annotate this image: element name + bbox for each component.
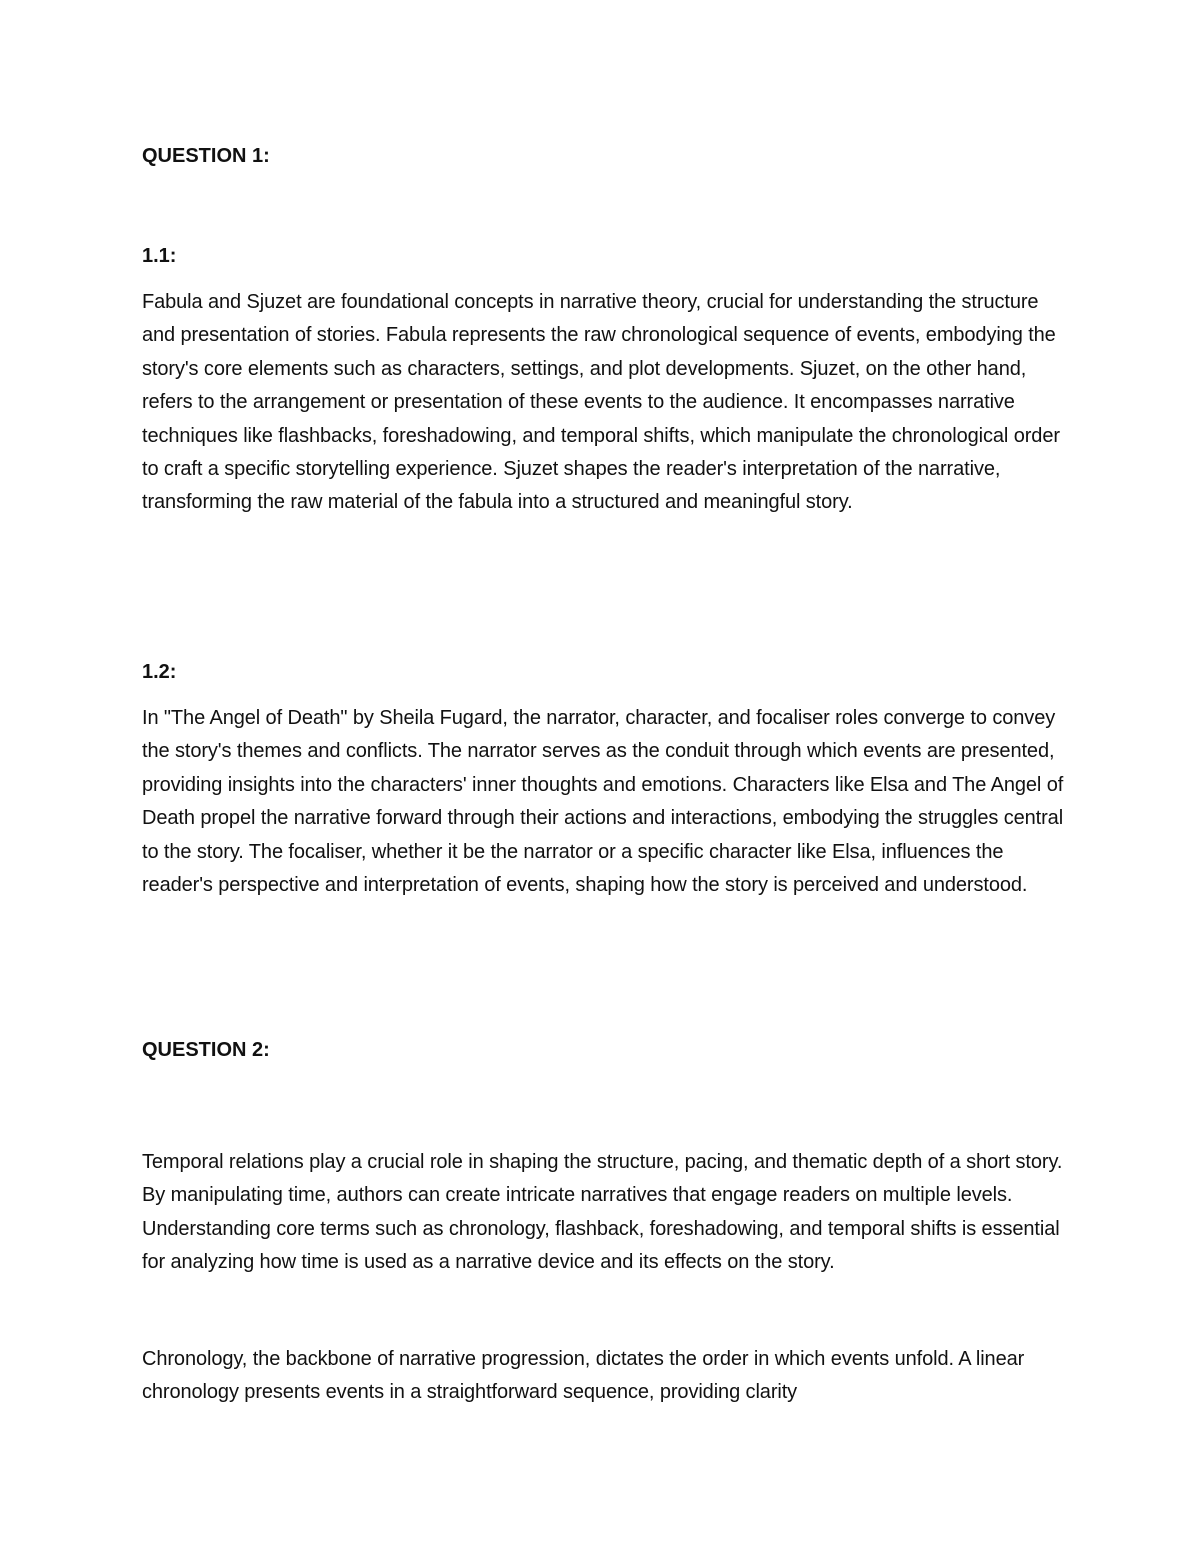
question-1-heading: QUESTION 1: bbox=[142, 145, 270, 167]
section-1-2-heading: 1.2: bbox=[142, 661, 177, 683]
section-1-1-paragraph: Fabula and Sjuzet are foundational concepts in narrative theory, crucial for understanding the structure and presentation of stories. Fabula represents the raw chronological sequence of events, embodying the story's core elements such as characters, settings, and plot developments. Sjuzet, on the other hand, refers to the arrangement or presentation of these events to the audience. It encompasses narrative techniques like flashbacks, foreshadowing, and temporal shifts, which manipulate the chronological order to craft a specific storytelling experience. Sjuzet shapes the reader's interpretation of the narrative, transforming the raw material of the fabula into a structured and meaningful story. bbox=[142, 291, 1060, 514]
section-1-2-paragraph: In "The Angel of Death" by Sheila Fugard, the narrator, character, and focaliser roles converge to convey the story's themes and conflicts. The narrator serves as the conduit through which events are presented, providing insights into the characters' inner thoughts and emotions. Characters like Elsa and The Angel of Death propel the narrative forward through their actions and interactions, embodying the struggles central to the story. The focaliser, whether it be the narrator or a specific character like Elsa, influences the reader's perspective and interpretation of events, shaping how the story is perceived and understood. bbox=[142, 707, 1064, 897]
question-2-paragraph-2: Chronology, the backbone of narrative progression, dictates the order in which events unfold. A linear chronology presents events in a straightforward sequence, providing clarity bbox=[142, 1348, 1025, 1404]
section-1-1-heading: 1.1: bbox=[142, 245, 177, 267]
question-2-paragraph-1: Temporal relations play a crucial role in shaping the structure, pacing, and thematic depth of a short story. By manipulating time, authors can create intricate narratives that engage readers on multiple levels. Understanding core terms such as chronology, flashback, foreshadowing, and temporal shifts is essential for analyzing how time is used as a narrative device and its effects on the story. bbox=[142, 1151, 1063, 1274]
question-2-heading: QUESTION 2: bbox=[142, 1039, 270, 1061]
